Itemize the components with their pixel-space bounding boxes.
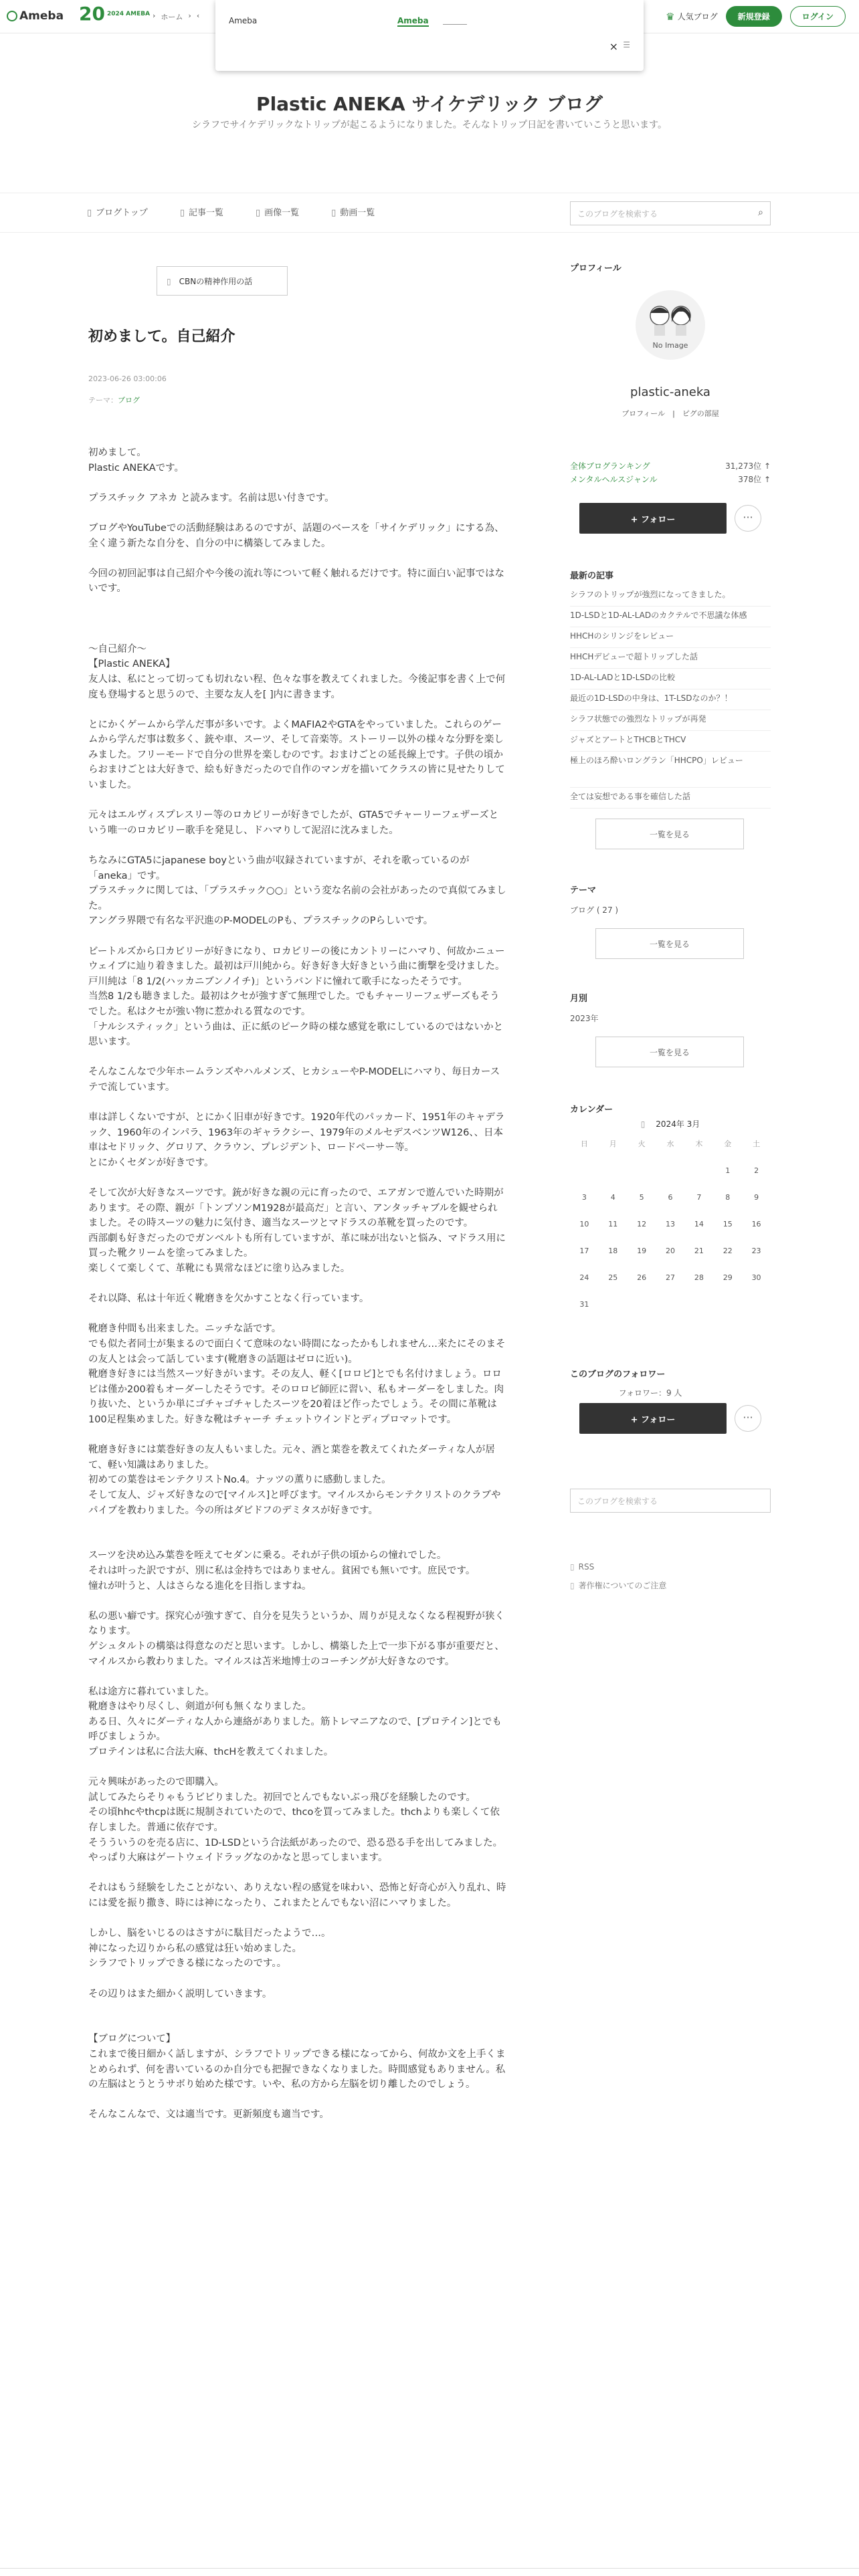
post-paragraph: 〜自己紹介〜 【Plastic ANEKA】 友人は、私にとって切っても切れない程、色々な事を教えてくれました。今後記事を書く上で何度も登場すると思うので、主要な友人を[ ]内に書きます。	[88, 643, 506, 700]
calendar-day[interactable]: 3	[581, 1193, 587, 1202]
calendar-day[interactable]: 29	[723, 1273, 733, 1282]
login-button[interactable]: ログイン	[790, 6, 846, 27]
calendar-weekday: 金	[724, 1140, 732, 1148]
calendar-day[interactable]: 24	[579, 1273, 589, 1282]
post-paragraph: 元々はエルヴィスプレスリー等のロカビリーが好きでしたが、GTA5でチャーリーフェザーズという唯一のロカビリー歌手を発見し、ドハマりして泥沼に沈みました。	[88, 810, 499, 836]
post-paragraph: 【ブログについて】 これまで後日細かく話しますが、シラフでトリップできる様になってから、何故か文を上手くまとめられず、何を書いているのか自分でも把握できなくなりました。時間感覚もありません。私の左脳はとうとうサボり始めた様です。いや、私の方から左脳を切り離したのでしょう。	[88, 2034, 506, 2090]
calendar-weekday: 火	[638, 1140, 646, 1148]
anniversary-logo[interactable]	[79, 4, 150, 24]
calendar-day	[684, 1166, 713, 1176]
anniversary-number: 20	[79, 3, 105, 25]
calendar-day	[742, 1300, 771, 1309]
recent-entry-link[interactable]: ジャズとアートとTHCBとTHCV	[570, 731, 771, 752]
profile-heading: プロフィール	[570, 263, 622, 274]
followers-heading: このブログのフォロワー	[570, 1370, 666, 1380]
calendar-day[interactable]: 5	[639, 1193, 644, 1202]
recent-see-all-button[interactable]: 一覧を見る	[595, 819, 744, 849]
breadcrumb-home[interactable]: ホーム	[161, 13, 183, 21]
rank-genre[interactable]: メンタルヘルスジャンル 378位 ↑	[570, 475, 771, 484]
more-options-button[interactable]: ···	[735, 505, 761, 532]
post-paragraph: 初めまして。 Plastic ANEKAです。	[88, 447, 184, 473]
profile-links: プロフィール | ピグの部屋	[622, 409, 719, 418]
recent-entry-link[interactable]: シラフのトリップが強烈になってきました。	[570, 586, 771, 607]
calendar-day[interactable]: 30	[751, 1273, 761, 1282]
video-icon: ▯	[331, 208, 337, 218]
breadcrumb-next[interactable]: ‹	[196, 11, 200, 20]
calendar-day[interactable]: 14	[694, 1220, 704, 1228]
post-paragraph: それ以降、私は十年近く靴磨きを欠かすことなく行っています。	[88, 1293, 369, 1305]
post-theme: テーマ：ブログ	[88, 396, 140, 405]
blog-title[interactable]: Plastic ANEKA サイケデリック ブログ	[256, 93, 603, 115]
popup-divider	[443, 24, 467, 25]
theme-item[interactable]: ブログ ( 27 )	[570, 905, 619, 915]
register-button[interactable]: 新規登録	[726, 6, 782, 27]
calendar-day[interactable]: 4	[610, 1193, 615, 1202]
calendar-title: ▯ 2024年 3月	[640, 1119, 700, 1129]
calendar-weekday: 月	[609, 1140, 617, 1148]
post-theme-link[interactable]: ブログ	[118, 396, 140, 405]
calendar-day	[713, 1300, 742, 1309]
calendar-day	[599, 1300, 628, 1309]
post-title: 初めまして。自己紹介	[88, 328, 235, 345]
follow-button-2[interactable]: + フォロー	[579, 1403, 727, 1434]
calendar-day[interactable]: 22	[723, 1247, 733, 1255]
rank-overall[interactable]: 全体ブログランキング 31,273位 ↑	[570, 461, 771, 471]
recent-entry-link[interactable]: 最近の1D-LSDの中身は、1T-LSDなのか？！	[570, 689, 771, 710]
search-icon[interactable]: ⌕	[758, 207, 763, 218]
calendar-day[interactable]: 9	[754, 1193, 759, 1202]
breadcrumb	[153, 11, 199, 22]
post-paragraph: 車は詳しくないですが、とにかく旧車が好きです。1920年代のパッカード、1951年のキャデラック、1960年のインパラ、1963年のギャラクシー、1979年のメルセデスベンツW126、、日本車はセドリック、グロリア、クラウン、プレジデント、ロードペーサー等。 とにかくセダンが好きです。	[88, 1112, 505, 1168]
calendar-day[interactable]: 6	[668, 1193, 673, 1202]
post-paragraph: そんなこんなで、文は適当です。更新頻度も適当です。	[88, 2109, 329, 2121]
post-paragraph: その辺りはまた細かく説明していきます。	[88, 1988, 272, 2000]
calendar-day[interactable]: 21	[694, 1247, 704, 1255]
calendar-day	[599, 1166, 628, 1176]
post-paragraph: しかし、脳をいじるのはさすがに駄目だったようで…。 神になった辺りから私の感覚は狂い始めました。 シラフでトリップできる様になったのです。。	[88, 1928, 331, 1969]
ameba-logo-icon	[7, 11, 17, 21]
followers-count[interactable]: フォロワー：9 人	[618, 1388, 682, 1398]
breadcrumb-separator: ›	[153, 11, 156, 20]
recent-entry-link[interactable]: 全ては妄想である事を確信した話	[570, 788, 771, 809]
anniversary-sub: 2024 AMEBA	[106, 10, 151, 17]
rss-link[interactable]: ▯ RSS	[570, 1562, 595, 1572]
post-paragraph: ちなみにGTA5にjapanese boyという曲が収録されていますが、それを歌っているのが「aneka」です。 プラスチックに関しては、「プラスチック○○」という変な名前の会社があったので真似てみました。 アングラ界隈で有名な平沢進のP-MODELのPも、プラスチックのPらしいです。	[88, 855, 506, 927]
calendar-day	[656, 1166, 685, 1176]
post-paragraph: スーツを決め込み葉巻を咥えてセダンに乗る。それが子供の頃からの憧れでした。 それは叶った訳ですが、別に私は金持ちではありません。貧困でも無いです。庶民です。 憧れが叶うと、人はさらなる進化を目指しますね。	[88, 1550, 476, 1592]
svg-text:No Image: No Image	[652, 341, 688, 350]
recent-entry-link[interactable]: 1D-LSDと1D-AL-LADのカクテルで不思議な体感	[570, 607, 771, 627]
blog-description: シラフでサイケデリックなトリップが起こるようになりました。そんなトリップ日記を書いていこうと思います。	[191, 120, 668, 130]
calendar-day[interactable]: 31	[579, 1300, 589, 1309]
recent-entry-link[interactable]: シラフ状態での強烈なトリップが再発	[570, 710, 771, 731]
menu-icon[interactable]: ☰	[623, 40, 630, 49]
image-icon: ▯	[255, 208, 261, 218]
calendar-day[interactable]: 23	[751, 1247, 761, 1255]
post-paragraph: 元々興味があったので即購入。 試してみたらそりゃもうビビりました。初回でとんでもないぶっ飛びを経験したのです。 その頃hhcやthcpは既に規制されていたので、thcoを買ってみました。thchよりも楽しくて依存しました。普通に依存です。 そうういうのを売る店に、1D-LSDという合法紙があったので、恐る恐る手を出してみました。やっぱり大麻はゲートウェイドラッグなのかなと思ってしまいます。	[88, 1777, 503, 1864]
nav-blog-top[interactable]: ▯ ブログトップ	[87, 208, 148, 218]
calendar-day	[628, 1166, 656, 1176]
calendar-day[interactable]: 28	[694, 1273, 704, 1282]
blog-nav	[0, 193, 859, 233]
calendar-day	[684, 1300, 713, 1309]
footer-divider	[0, 2568, 859, 2569]
calendar-day[interactable]: 11	[608, 1220, 618, 1228]
pigg-link[interactable]: ピグの部屋	[682, 409, 719, 418]
calendar-day[interactable]: 7	[696, 1193, 702, 1202]
popular-blogs-link[interactable]: ♛ 人気ブログ	[666, 10, 718, 23]
ameba-logo[interactable]: Ameba	[7, 9, 64, 23]
recent-heading: 最新の記事	[570, 571, 614, 581]
calendar-day[interactable]: 10	[579, 1220, 589, 1228]
list-icon: ▯	[179, 208, 185, 218]
calendar-weekday: 木	[695, 1140, 703, 1148]
calendar-day[interactable]: 26	[637, 1273, 647, 1282]
calendar-day[interactable]: 8	[725, 1193, 731, 1202]
calendar-day	[570, 1166, 599, 1176]
calendar-day[interactable]: 13	[665, 1220, 675, 1228]
calendar-day[interactable]: 27	[665, 1273, 675, 1282]
nav-video-list[interactable]: ▯ 動画一覧	[331, 208, 375, 218]
calendar-weekday: 土	[753, 1140, 761, 1148]
recent-entry-link[interactable]: 1D-AL-LADと1D-LSDの比較	[570, 669, 771, 689]
calendar-day[interactable]: 19	[637, 1247, 647, 1255]
calendar-day[interactable]: 20	[665, 1247, 675, 1255]
post-date: 2023-06-26 03:00:06	[88, 374, 167, 383]
post-paragraph: 私の悪い癖です。探究心が強すぎて、自分を見失うというか、周りが見えなくなる程視野が狭くなります。 ゲシュタルトの構築は得意なのだと思います。しかし、構築した上で一歩下がる事が重要だと、マイルスから教わりました。マイルスは苫米地博士のコーチングが大好きなのです。	[88, 1610, 505, 1667]
calendar-weekday: 水	[666, 1140, 674, 1148]
calendar-day[interactable]: 17	[579, 1247, 589, 1255]
post-paragraph: とにかくゲームから学んだ事が多いです。よくMAFIA2やGTAをやっていました。これらのゲームから学んだ事は数多く、銃や車、スーツ、そして音楽等。ストーリー以外の様々な分野を楽しみました。フリーモードで自分の世界を楽しむのです。おまけごとの延長線上です。子供の頃からおまけごとは大好きで、絵も好きだったので自作のマンガを描いてクラスの皆に見せたりしていました。	[88, 719, 505, 791]
close-icon[interactable]: ×	[609, 40, 618, 53]
month-item[interactable]: 2023年	[570, 1014, 599, 1023]
post-paragraph: ブログやYouTubeでの活動経験はあるのですが、話題のベースを「サイケデリック」にする為、全く違う新たな自分を、自分の中に構築してみました。	[88, 522, 504, 549]
post-paragraph: 私は途方に暮れていました。 靴磨きはやり尽くし、剣道が何も無くなりました。 ある日、久々にダーティな人から連絡がありました。筋トレマニアなので、[プロテイン]とでも呼びましょうか。 プロテインは私に合法大麻、thcHを教えてくれました。	[88, 1686, 502, 1758]
calendar-weekday: 日	[580, 1140, 588, 1148]
post-paragraph: そして次が大好きなスーツです。銃が好きな親の元に育ったので、エアガンで遊んでいた時期があります。その際、親が「トンプソンM1928が最高だ」と言い、アンタッチャブルを観せられました。その時スーツの魅力に気付き、適当なスーツとマドラスの革靴を買ったのです。 西部劇も好きだったのでガンベルトも所有していますが、革に味が出ないと悩み、マドラス用に買った靴クリームを塗ってみました。 楽しくて楽しくて、革靴にも異常なほどに塗り込みました。	[88, 1188, 506, 1275]
post-paragraph: プラスチック アネカ と読みます。名前は思い付きです。	[88, 492, 335, 504]
more-options-button-2[interactable]: ···	[735, 1405, 761, 1432]
calendar-day[interactable]: 1	[725, 1166, 731, 1175]
no-image-avatar-icon	[636, 290, 705, 360]
avatar[interactable]	[636, 290, 705, 360]
popup-tab-ameba-active[interactable]: Ameba	[397, 16, 429, 25]
calendar-day	[656, 1300, 685, 1309]
calendar-day[interactable]: 16	[751, 1220, 761, 1228]
rss-icon: ▯	[570, 1562, 575, 1572]
post-paragraph: 靴磨き好きには葉巻好きの友人もいました。元々、酒と葉巻を教えてくれたダーティな人が居て、軽い知識はありました。 初めての葉巻はモンテクリストNo.4。ナッツの薫りに感動しました。 そして友人、ジャズ好きなので[マイルス]と呼びます。マイルスからモンテクリストのクラブやパイプを教わりました。今の所はダビドフのデミタスが好きです。	[88, 1444, 501, 1516]
blog-search-input[interactable]: このブログを検索する ⌕	[570, 201, 771, 225]
follow-button[interactable]: + フォロー	[579, 503, 727, 534]
recent-entries	[570, 586, 771, 809]
calendar-day[interactable]: 25	[608, 1273, 618, 1282]
post-paragraph: そんなこんなで少年ホームランズやハルメンズ、ヒカシューやP-MODELにハマり、毎日カーステで流しています。	[88, 1067, 500, 1093]
post-paragraph: それはもう経験をしたことがない、ありえない程の感覚を味わい、恐怖と好奇心が入り乱れ、時には愛を振り撒き、時には神になったり、これまたとんでもない沼にハマりました。	[88, 1883, 506, 1909]
recent-entry-link[interactable]: 極上のほろ酔いロングラン「HHCPO」レビュー	[570, 752, 771, 788]
sidebar-search-input[interactable]: このブログを検索する	[570, 1489, 771, 1513]
recent-entry-link[interactable]: HHCHのシリンジをレビュー	[570, 627, 771, 648]
theme-see-all-button[interactable]: 一覧を見る	[595, 928, 744, 959]
calendar	[570, 1138, 771, 1309]
calendar-heading: カレンダー	[570, 1105, 613, 1115]
post-paragraph: 靴磨き仲間も出来ました。ニッチな話です。 でも似た者同士が集まるので面白くて意味のない時間になったかもしれません…来たにそのまその友人とは会って話しています(靴磨きの話題はゼロに近い)。 靴磨き好きには当然スーツ好きがいます。その友人、軽く[ロロビ]とでも名付けましょう。ロロビは僅か200着もオーダーしたそうです。そのロロビ師匠に習い、私もオーダーをしました。肉り抜いた、というか単にゴチャゴチャしたスーツを20着ほど作ったでしょう。その間に革靴は100足程集めました。好きな靴はチャーチ チェットウインドとディプロマットです。	[88, 1323, 506, 1425]
calendar-prev-icon[interactable]: ▯	[640, 1119, 646, 1129]
info-icon: ▯	[570, 1581, 575, 1590]
profile-name[interactable]: plastic-aneka	[630, 385, 710, 399]
copyright-link[interactable]: ▯ 著作権についてのご注意	[570, 1581, 667, 1590]
post-body	[88, 445, 507, 2138]
theme-heading: テーマ	[570, 885, 597, 895]
calendar-day[interactable]: 18	[608, 1247, 618, 1255]
nav-image-list[interactable]: ▯ 画像一覧	[255, 208, 300, 218]
calendar-day[interactable]: 12	[637, 1220, 647, 1228]
popup-tab-ameba[interactable]: Ameba	[229, 16, 258, 25]
post-paragraph: ビートルズから口カビリーが好きになり、ロカビリーの後にカントリーにハマり、何故かニューウェイブに辿り着きました。最初は戸川純から。好き好き大好きという曲に衝撃を受けました。 戸川純は「8 1/2(ハッカニブンノイチ)」というバンドに憧れて歌手になったそうです。 当然8 1/2も聴きました。最初はクセが強すぎて無理でした。でもチャーリーフェザーズもそうでした。私はクセが強い物に惹かれる質なのです。 「ナルシスティック」という曲は、正に紙のピーク時の様な感覚を歌にしているのではないかと思います。	[88, 946, 505, 1048]
post-paragraph: 今回の初回記事は自己紹介や今後の流れ等について軽く触れるだけです。特に面白い記事ではないです。	[88, 568, 505, 595]
month-see-all-button[interactable]: 一覧を見る	[595, 1037, 744, 1067]
nav-entry-list[interactable]: ▯ 記事一覧	[179, 208, 223, 218]
month-heading: 月別	[570, 994, 588, 1004]
calendar-day	[628, 1300, 656, 1309]
breadcrumb-separator: ›	[188, 11, 191, 20]
prev-entry-link[interactable]: ▯ CBNの精神作用の話	[157, 266, 288, 296]
home-icon: ▯	[87, 208, 92, 218]
header-popup	[215, 0, 644, 71]
crown-icon: ♛	[666, 10, 675, 23]
recent-entry-link[interactable]: HHCHデビューで超トリップした話	[570, 648, 771, 669]
chevron-left-icon: ▯	[167, 277, 171, 286]
calendar-day[interactable]: 15	[723, 1220, 733, 1228]
calendar-day[interactable]: 2	[754, 1166, 759, 1175]
profile-link[interactable]: プロフィール	[622, 409, 666, 418]
header-actions	[666, 6, 846, 27]
